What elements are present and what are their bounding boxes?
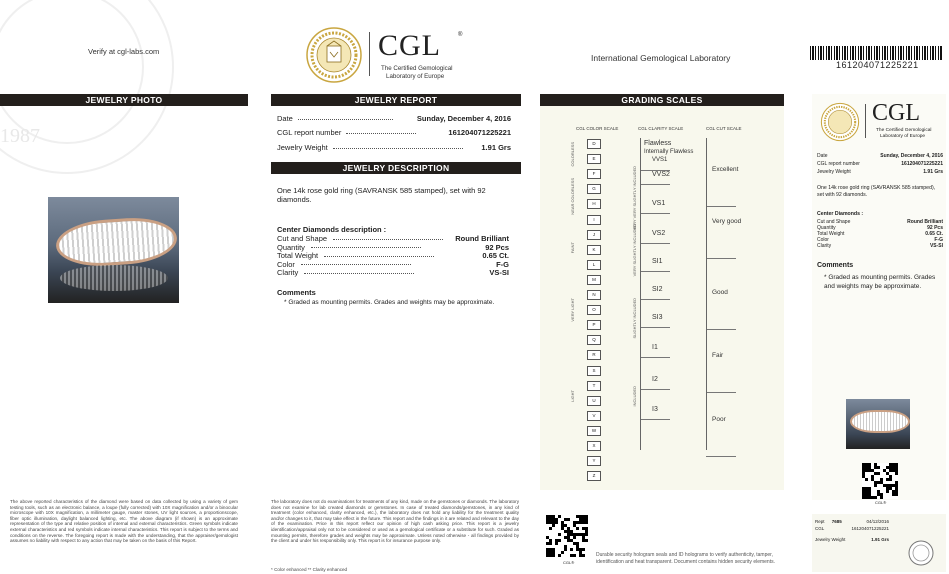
stub-rept-date: 04/12/2016 <box>866 519 889 524</box>
mini-field-value: 92 Pcs <box>927 225 943 231</box>
report-date-value: Sunday, December 4, 2016 <box>416 114 511 123</box>
dots <box>346 133 416 134</box>
clarity-divider <box>640 327 670 328</box>
footer-middle-text: The laboratory does not do examinations for treatments of any kind, made on the gemstones or diamonds. The laboratory does not examine for lab created diamonds or gemstones. In case of treated diamonds/gemstones, in any kind of treatment (color enhanced, clarity enhanced, etc.), the laboratory does not hold any liability for the treatment quality and/or changes to it, that may take effect in the future. This report and the findings in it are related and relevant to the day of the examination. Price in this report reflect our opinion of high cash asking price. This report is a jewelry identification/appraisal only not to be considered or used as a gemological certificate or a substitute for such. Graded as mounting permits, therefore grades and weights may be approximate. Unless noted otherwise - all findings provided by the client and under his responsibility only. This report is for insurance purpose only. <box>271 499 519 544</box>
cgl-seal-icon <box>306 26 362 84</box>
stub-weight-row <box>815 537 889 542</box>
clarity-group-label: SLIGHTLY INCLUDED <box>632 298 637 339</box>
mini-qr-code <box>862 463 898 499</box>
clarity-divider <box>640 299 670 300</box>
stub-rept-row <box>815 519 889 524</box>
cut-grade-label: Excellent <box>712 166 739 173</box>
clarity-grade-label: SI3 <box>652 314 663 321</box>
description-field-label: Clarity <box>277 268 299 277</box>
cut-grade-label: Very good <box>712 218 742 225</box>
color-grade-box: M <box>587 275 601 285</box>
report-number-row <box>277 128 517 137</box>
mini-logo-divider <box>865 104 866 138</box>
mini-field-row <box>817 243 943 249</box>
report-weight-row <box>277 143 517 152</box>
color-grade-box: N <box>587 290 601 300</box>
color-scale-title: CGL COLOR SCALE <box>576 126 619 131</box>
clarity-scale-title: CGL CLARITY SCALE <box>638 126 684 131</box>
dots <box>298 119 393 120</box>
description-field-label: Color <box>277 259 295 269</box>
color-grade-box: W <box>587 426 601 436</box>
barcode-number: 161204071225221 <box>836 60 919 70</box>
cut-scale-title: CGL CUT SCALE <box>706 126 742 131</box>
footer-left-text: The above reported characteristics of the diamond were based on data collected by using a variety of gem testing tools, such as an electronic balance, a loupe (fully corrected) with 10X magnification and/or a binocular microscope with 10X magnification, a millimeter gauge, master stones, UV light sources, a proportionscope, fiber optic illumination, daylight balanced lighting, etc. The above diagram (if shown) is an approximate representation of the type and relative position of internal and external characteristics. Green symbols indicate external characteristics and red symbols indicate internal characteristics. This report is subject to the terms and conditions on the reverse. The foregoing report is made with the understanding, that the appraiser/gemologist assumes no liability with respect to any action that may be taken on the basis of this Report. <box>10 499 238 544</box>
report-weight-value: 1.91 Grs <box>481 143 511 152</box>
clarity-divider <box>640 357 670 358</box>
dots <box>304 273 414 274</box>
stub-rept-label: Rept <box>815 519 825 524</box>
color-group-label: VERY LIGHT <box>570 298 575 322</box>
mini-logo-letters: CGL <box>872 100 920 126</box>
color-group-label: LIGHT <box>570 390 575 402</box>
report-number-label: CGL report number <box>277 128 342 137</box>
mini-comments-title: Comments <box>817 262 854 269</box>
clarity-divider <box>640 184 670 185</box>
clarity-grade-label: I2 <box>652 376 658 383</box>
mini-field-label: Color <box>817 237 829 243</box>
footer-qr-code <box>546 515 588 557</box>
clarity-divider <box>640 213 670 214</box>
clarity-grade-label: VVS1 <box>652 157 668 163</box>
clarity-bracket <box>640 138 641 450</box>
stub-weight-label: Jewelry Weight <box>815 537 846 542</box>
cut-bracket <box>706 138 707 450</box>
footer-security-text: Durable security hologram seals and ID holograms to verify authenticity, tamper, identification and heat transparent. Document contains hidden security elements. <box>596 552 775 565</box>
stub-seal-icon <box>908 540 934 566</box>
color-grade-box: R <box>587 350 601 360</box>
stub-weight-value: 1.91 Grs <box>871 537 889 542</box>
mini-field-label: Clarity <box>817 243 832 249</box>
mini-date-label: Date <box>817 153 828 159</box>
mini-number-value: 161204071225221 <box>901 161 943 167</box>
color-group-label: FAINT <box>570 242 575 254</box>
cut-divider <box>706 456 736 457</box>
grading-scales-bar: GRADING SCALES <box>540 94 784 106</box>
clarity-grade-label: VVS2 <box>652 171 670 178</box>
mini-field-label: Total Weight <box>817 231 845 237</box>
mini-qr-caption: CGL® <box>875 500 887 505</box>
clarity-divider <box>640 389 670 390</box>
stub-cgl-row <box>815 526 889 531</box>
report-date-row <box>277 114 517 123</box>
color-grade-box: H <box>587 199 601 209</box>
logo-divider <box>369 32 370 76</box>
center-title: Center Diamonds description : <box>277 225 387 234</box>
color-grade-box: J <box>587 230 601 240</box>
mini-description: One 14k rose gold ring (SAVRANSK 585 stamped), set with 92 diamonds. <box>817 185 936 198</box>
description-field-value: F-G <box>496 259 509 269</box>
report-weight-label: Jewelry Weight <box>277 143 328 152</box>
color-grade-box: T <box>587 381 601 391</box>
stub-cgl-label: CGL <box>815 526 825 531</box>
mini-field-label: Quantity <box>817 225 836 231</box>
logo-registered: ® <box>458 32 463 38</box>
clarity-grade-label: VS2 <box>652 230 666 237</box>
logo-sub2: Laboratory of Europe <box>386 73 445 80</box>
cut-divider <box>706 392 736 393</box>
clarity-group-label: VERY SLIGHTLY INCLUDED <box>632 224 637 277</box>
clarity-divider <box>640 271 670 272</box>
clarity-grade-label: I1 <box>652 344 658 351</box>
clarity-grade-label: SI2 <box>652 286 663 293</box>
color-grade-box: O <box>587 305 601 315</box>
mini-number-label: CGL report number <box>817 161 860 167</box>
color-grade-box: E <box>587 154 601 164</box>
color-grade-box: S <box>587 366 601 376</box>
mini-date-row <box>817 153 943 159</box>
mini-logo-sub1: The Certified Gemological <box>876 128 932 133</box>
stub-rept-value: 7685 <box>831 519 842 524</box>
description-field-row <box>277 268 513 277</box>
mini-logo-sub2: Laboratory of Europe <box>880 134 926 139</box>
mini-field-label: Cut and Shape <box>817 219 851 225</box>
mini-center-title: Center Diamonds : <box>817 211 864 217</box>
mini-weight-row <box>817 169 943 175</box>
mini-comments-text: * Graded as mounting permits. Grades and weights may be approximate. <box>824 274 936 290</box>
report-number-value: 161204071225221 <box>448 128 511 137</box>
mini-date-value: Sunday, December 4, 2016 <box>880 153 943 159</box>
ring-reflection <box>60 265 168 291</box>
color-grade-box: L <box>587 260 601 270</box>
jewelry-photo-bar: JEWELRY PHOTO <box>0 94 248 106</box>
description-field-label: Total Weight <box>277 251 319 260</box>
mini-seal-icon <box>820 102 860 142</box>
footer-qr-caption: CGL® <box>563 560 575 565</box>
cut-divider <box>706 329 736 330</box>
color-grade-box: U <box>587 396 601 406</box>
watermark-year: 1987 <box>0 125 40 147</box>
logo-sub1: The Certified Gemological <box>381 65 453 72</box>
mini-field-value: VS-SI <box>929 243 943 249</box>
cut-grade-label: Fair <box>712 352 724 359</box>
color-group-label: NEAR COLORLESS <box>570 178 575 215</box>
comments-text: * Graded as mounting permits. Grades and weights may be approximate. <box>284 299 495 306</box>
clarity-divider <box>640 243 670 244</box>
mini-ring-band <box>850 410 910 433</box>
lab-name: International Gemological Laboratory <box>591 53 731 63</box>
dots <box>301 264 411 265</box>
dots <box>333 148 463 149</box>
color-grade-box: Q <box>587 335 601 345</box>
color-grade-box: X <box>587 441 601 451</box>
mini-weight-label: Jewelry Weight <box>817 169 851 175</box>
color-group-label: COLORLESS <box>570 142 575 167</box>
cut-grade-label: Poor <box>712 416 726 423</box>
jewelry-description-bar: JEWELRY DESCRIPTION <box>271 162 521 174</box>
clarity-grade-label: VS1 <box>652 200 666 207</box>
clarity-grade-label: I3 <box>652 406 658 413</box>
color-grade-box: Y <box>587 456 601 466</box>
mini-jewelry-photo <box>846 399 910 449</box>
description-field-value: Round Brilliant <box>455 234 509 243</box>
clarity-group-label: INCLUDED <box>632 386 637 407</box>
stub-cgl-value: 161204071225221 <box>851 526 889 531</box>
clarity-grade-label: SI1 <box>652 258 663 265</box>
grading-panel <box>540 106 784 490</box>
cgl-logo <box>306 26 466 84</box>
dots <box>311 247 421 248</box>
clarity-divider <box>640 419 670 420</box>
jewelry-report-bar: JEWELRY REPORT <box>271 94 521 106</box>
description-field-label: Quantity <box>277 242 305 252</box>
verify-text: Verify at cgl-labs.com <box>88 47 160 56</box>
comments-title: Comments <box>277 288 316 297</box>
ring-band <box>55 215 179 269</box>
cut-divider <box>706 258 736 259</box>
description-field-value: VS-SI <box>489 268 509 277</box>
color-grade-box: I <box>587 215 601 225</box>
clarity-grade-label: Flawless <box>644 140 672 147</box>
cut-divider <box>706 206 736 207</box>
color-grade-box: Z <box>587 471 601 481</box>
description-field-value: 0.65 Ct. <box>482 251 509 260</box>
color-grade-box: D <box>587 139 601 149</box>
mini-weight-value: 1.91 Grs <box>923 169 943 175</box>
logo-letters: CGL <box>378 29 441 62</box>
color-grade-box: P <box>587 320 601 330</box>
dots <box>324 256 434 257</box>
dots <box>333 239 443 240</box>
description-text: One 14k rose gold ring (SAVRANSK 585 stamped), set with 92 diamonds. <box>277 186 486 204</box>
color-grade-box: V <box>587 411 601 421</box>
clarity-group-label: VERY VERY SLIGHTLY INCLUDED <box>632 166 637 231</box>
report-date-label: Date <box>277 114 293 123</box>
description-field-label: Cut and Shape <box>277 234 328 243</box>
mini-number-row <box>817 161 943 167</box>
mini-field-value: 0.65 Ct. <box>925 231 943 237</box>
color-grade-box: F <box>587 169 601 179</box>
jewelry-photo <box>48 197 179 303</box>
footer-middle-note: * Color enhanced ** Clarity enhanced <box>271 567 348 572</box>
description-field-value: 92 Pcs <box>485 242 509 252</box>
color-grade-box: K <box>587 245 601 255</box>
color-grade-box: G <box>587 184 601 194</box>
mini-logo <box>820 100 944 144</box>
mini-field-value: Round Brilliant <box>907 219 943 225</box>
cut-grade-label: Good <box>712 289 728 296</box>
barcode <box>810 46 942 60</box>
mini-field-value: F-G <box>934 237 943 243</box>
clarity-grade-label: Internally Flawless <box>644 149 694 155</box>
